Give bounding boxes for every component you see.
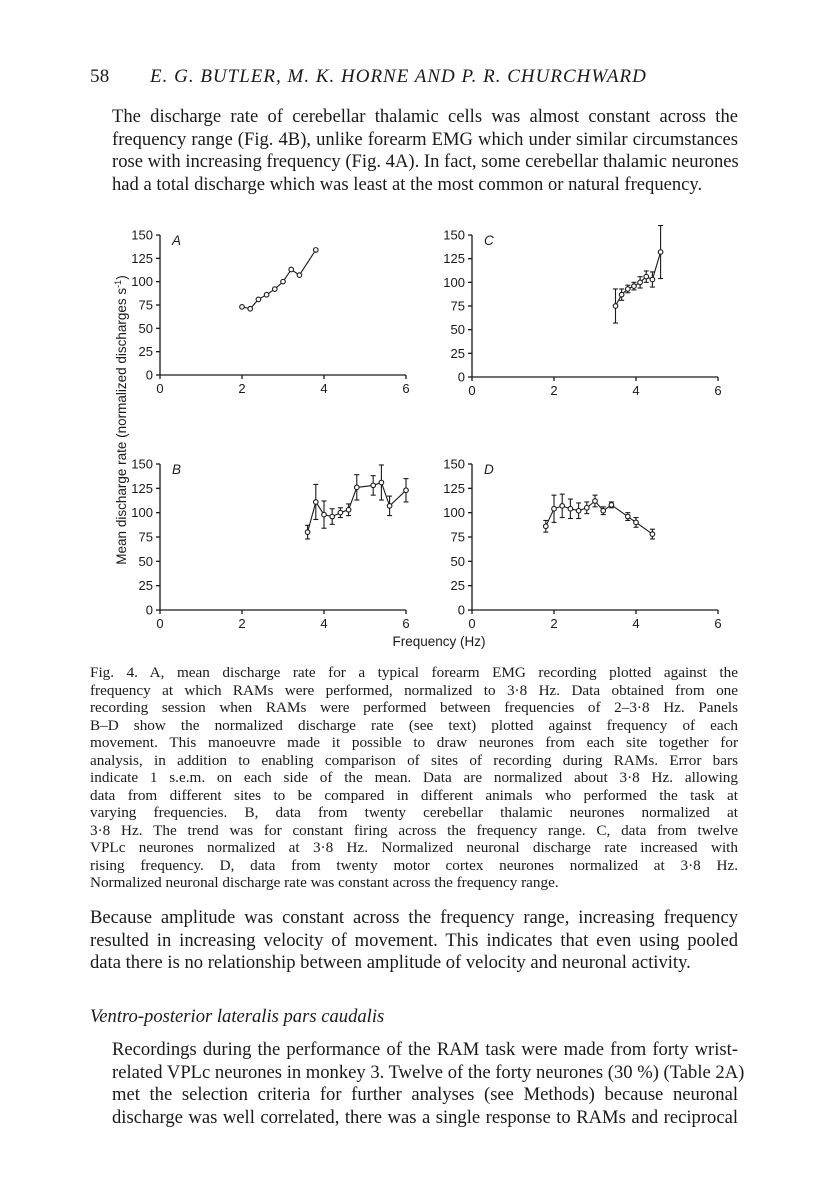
x-tick-label: 0 [468,616,476,631]
author-line: E. G. BUTLER, M. K. HORNE AND P. R. CHURCHWARD [150,66,647,87]
data-point [289,267,294,272]
caption-line: Normalized neuronal discharge rate was constant across the frequency range. [90,874,559,891]
y-tick-label: 50 [138,553,153,569]
y-tick-label: 0 [457,369,465,385]
data-point [644,274,649,279]
amplitude-paragraph [90,907,738,975]
y-tick-label: 0 [145,602,153,618]
data-point [585,506,590,511]
y-axis-label: Mean discharge rate (normalized discharges $s^{-1}$) [113,275,129,565]
x-axis-label: Frequency (Hz) [392,634,486,649]
y-tick-label: 150 [131,227,153,243]
text-line: discharge was well correlated, there was a single response to RAMs and reciprocal [112,1106,738,1128]
text-line: resulted in increasing velocity of movement. This indicates that even using pooled [90,929,738,951]
y-tick-label: 50 [450,322,465,338]
data-point [658,250,663,255]
y-tick-label: 125 [443,480,465,496]
data-point [314,248,319,253]
y-tick-label: 125 [131,480,153,496]
data-point [626,514,631,519]
caption-line: movement. This manoeuvre made it possible to draw neurones from each site together for [90,734,738,751]
data-point [264,292,269,297]
text-line: met the selection criteria for further analyses (see Methods) because neuronal [112,1084,738,1106]
data-point [601,508,606,513]
data-point [346,507,351,512]
panel-b [131,457,409,632]
y-tick-label: 75 [138,529,153,545]
y-tick-label: 125 [443,251,465,267]
data-point [387,504,392,509]
y-tick-label: 75 [450,298,465,314]
panel-d [443,457,721,632]
panel-letter: B [172,462,182,477]
data-point [544,524,549,529]
data-point [379,480,384,485]
data-point [355,485,360,490]
y-tick-label: 0 [457,602,465,618]
x-tick-label: 2 [550,383,558,398]
data-point [240,305,245,310]
data-point [650,277,655,282]
y-tick-label: 100 [131,274,153,290]
data-point [371,483,376,488]
data-point [593,499,598,504]
data-point [568,506,573,511]
data-point [248,306,253,311]
panel-a [131,228,409,397]
caption-line: B–D show the normalized discharge rate (see text) plotted against frequency of each [90,716,738,734]
x-tick-label: 0 [156,381,164,396]
figure-caption [90,664,738,892]
data-point [297,273,302,278]
data-point [576,508,581,513]
panel-c [443,226,721,398]
data-point [322,512,327,517]
caption-line: 3·8 Hz. The trend was for constant firing across the frequency range. C, data from twelve [90,821,738,839]
y-tick-label: 25 [450,345,465,361]
text-line: The discharge rate of cerebellar thalamic cells was almost constant across the [112,106,738,127]
caption-line: rising frequency. D, data from twenty motor cortex neurones normalized at 3·8 Hz. [90,856,738,874]
y-tick-label: 50 [138,320,153,336]
x-tick-label: 6 [402,616,410,631]
caption-line: Fig. 4. A, mean discharge rate for a typical forearm EMG recording plotted against the [90,664,738,681]
data-point [281,279,286,284]
data-point [330,514,335,519]
text-line: Because amplitude was constant across the frequency range, increasing frequency [90,907,738,928]
caption-line: analysis, in addition to enabling comparison of sites of recording during RAMs. Error bars [90,751,738,769]
x-tick-label: 0 [468,383,476,398]
caption-line: indicate 1 s.e.m. on each side of the mean. Data are normalized about 3·8 Hz. allowing [90,769,738,786]
data-point [314,500,319,505]
data-point [273,287,278,292]
y-tick-label: 25 [138,344,153,360]
caption-line: recording session when RAMs were performed between frequencies of 2–3·8 Hz. Panels [90,699,738,716]
x-tick-label: 2 [238,381,246,396]
caption-line: data from different sites to be compared in different animals who performed the task at [90,786,738,804]
y-tick-label: 75 [138,297,153,313]
y-tick-label: 50 [450,553,465,569]
panel-letter: A [172,233,182,248]
x-tick-label: 6 [714,616,722,631]
page-number: 58 [90,66,110,87]
text-line: frequency range (Fig. 4B), unlike forearm EMG which under similar circumstances [112,128,738,150]
data-point [404,488,409,493]
data-point [613,304,618,309]
y-tick-label: 150 [131,456,153,472]
data-point [638,280,643,285]
x-tick-label: 6 [402,381,410,396]
text-line: data there is no relationship between amplitude of velocity and neuronal activity. [90,952,691,974]
y-tick-label: 0 [145,367,153,383]
panel-letter: C [484,233,494,248]
y-tick-label: 100 [443,505,465,521]
text-line: Recordings during the performance of the RAM task were made from forty wrist- [112,1039,738,1060]
y-tick-label: 25 [450,578,465,594]
caption-line: frequency at which RAMs were performed, normalized to 3·8 Hz. Data obtained from one [90,681,738,699]
x-tick-label: 4 [632,383,640,398]
y-tick-label: 125 [131,250,153,266]
x-tick-label: 0 [156,616,164,631]
data-point [632,284,637,289]
vpl-paragraph [90,1039,745,1129]
y-tick-label: 25 [138,578,153,594]
data-point [338,510,343,515]
data-point [256,297,261,302]
x-tick-label: 4 [320,616,328,631]
series-line [242,250,316,309]
y-tick-label: 75 [450,529,465,545]
y-tick-label: 100 [443,274,465,290]
data-point [560,504,565,509]
caption-line: VPLc neurones normalized at 3·8 Hz. Normalized neuronal discharge rate increased with [90,839,738,856]
data-point [650,532,655,537]
text-line: had a total discharge which was least at the most common or natural frequency. [112,173,703,195]
x-tick-label: 4 [320,381,328,396]
section-heading: Ventro-posterior lateralis pars caudalis [90,1006,385,1027]
y-tick-label: 100 [131,505,153,521]
text-line: rose with increasing frequency (Fig. 4A). In fact, some cerebellar thalamic neurones [112,151,739,173]
x-tick-label: 2 [238,616,246,631]
data-point [626,287,631,292]
data-point [552,506,557,511]
data-point [305,530,310,535]
x-tick-label: 6 [714,383,722,398]
data-point [609,503,614,508]
x-tick-label: 2 [550,616,558,631]
caption-line: varying frequencies. B, data from twenty cerebellar thalamic neurones normalized at [90,804,738,821]
y-tick-label: 150 [443,456,465,472]
data-point [634,520,639,525]
x-tick-label: 4 [632,616,640,631]
text-line: related VPLc neurones in monkey 3. Twelve of the forty neurones (30 %) (Table 2A) [112,1061,745,1083]
data-point [619,292,624,297]
panel-letter: D [484,462,494,477]
y-tick-label: 150 [443,227,465,243]
